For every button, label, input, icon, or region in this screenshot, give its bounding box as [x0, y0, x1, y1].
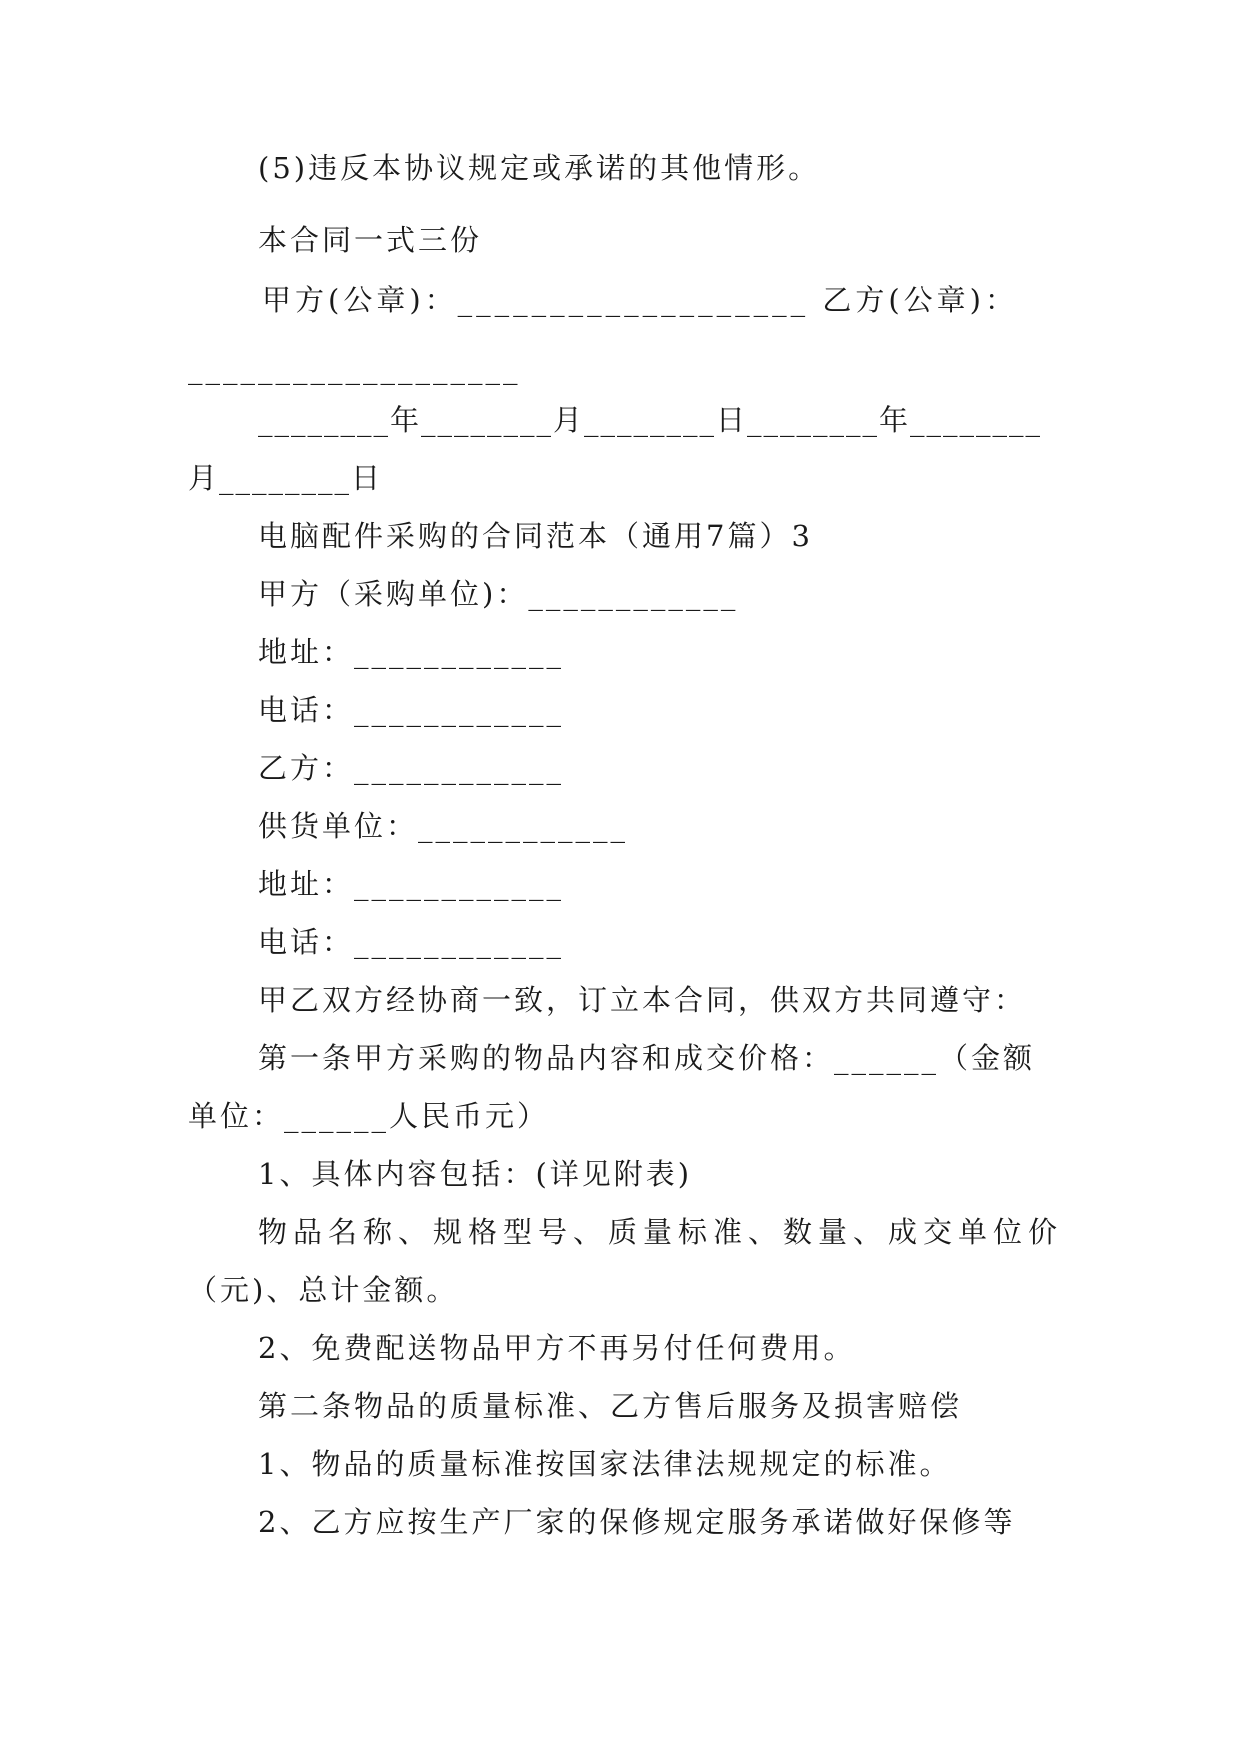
- item-fields-continued: （元)、总计金额。: [188, 1273, 459, 1307]
- signature-blank-continued: ___________________: [188, 351, 521, 385]
- date-line-continued: 月________日: [188, 461, 383, 495]
- agreement-statement: 甲乙双方经协商一致，订立本合同，供双方共同遵守：: [258, 983, 1027, 1017]
- party-a-address: 地址：____________: [258, 635, 565, 669]
- item-fields: 物品名称、规格型号、质量标准、数量、成交单位价: [258, 1215, 1064, 1249]
- party-a-purchaser: 甲方（采购单位)：____________: [258, 577, 739, 611]
- party-b-phone: 电话：____________: [258, 925, 565, 959]
- supplier-unit: 供货单位：____________: [258, 809, 629, 843]
- article-2-item-2: 2、乙方应按生产厂家的保修规定服务承诺做好保修等: [258, 1505, 1016, 1539]
- article-1-item-1: 1、具体内容包括：(详见附表): [258, 1157, 693, 1191]
- party-b: 乙方：____________: [258, 751, 565, 785]
- section-title: 电脑配件采购的合同范本（通用7篇）3: [258, 519, 813, 553]
- party-b-address: 地址：____________: [258, 867, 565, 901]
- article-1-item-2: 2、免费配送物品甲方不再另付任何费用。: [258, 1331, 856, 1365]
- article-1-continued: 单位：______人民币元）: [188, 1099, 550, 1133]
- text-line-2: 本合同一式三份: [258, 223, 483, 257]
- party-a-phone: 电话：____________: [258, 693, 565, 727]
- article-2-item-1: 1、物品的质量标准按国家法律法规规定的标准。: [258, 1447, 952, 1481]
- date-line: ________年________月________日________年________: [258, 403, 1043, 437]
- signature-line-party-a-b: 甲方(公章)：___________________ 乙方(公章)：: [262, 283, 1018, 317]
- article-2: 第二条物品的质量标准、乙方售后服务及损害赔偿: [258, 1389, 963, 1423]
- article-1: 第一条甲方采购的物品内容和成交价格：______（金额: [258, 1041, 1036, 1075]
- text-line-1: (5)违反本协议规定或承诺的其他情形。: [258, 151, 821, 185]
